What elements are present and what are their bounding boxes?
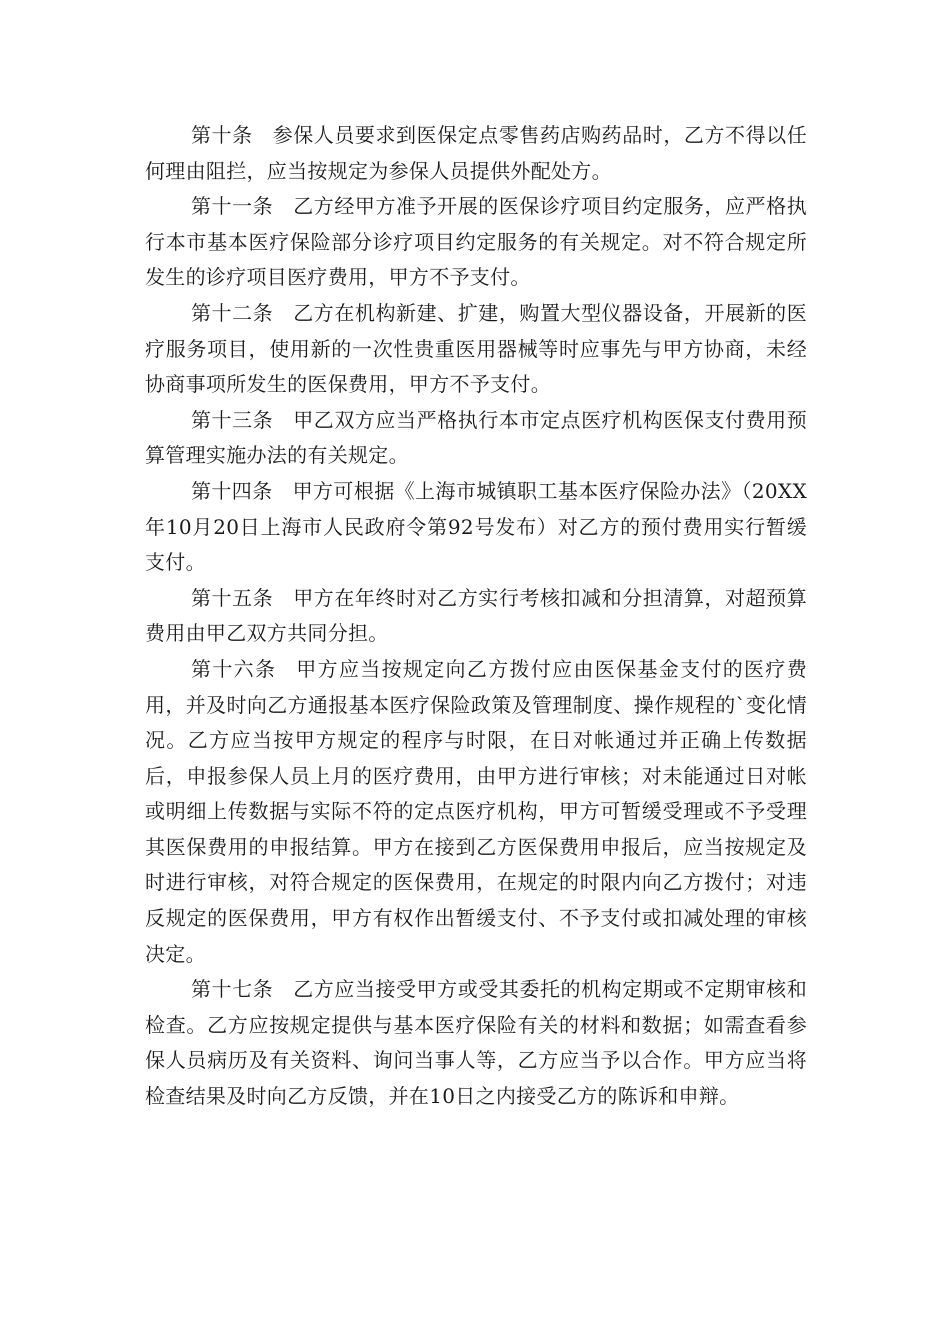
article-15 — [145, 581, 807, 652]
article-14 — [145, 474, 807, 581]
article-text: 甲方可根据《上海市城镇职工基本医疗保险办法》（20XX年10月20日上海市人民政府令第92号发布）对乙方的预付费用实行暂缓支付。 — [145, 478, 808, 575]
article-16 — [145, 652, 807, 972]
article-number: 第十条 — [191, 123, 253, 147]
article-17 — [145, 972, 807, 1114]
article-text: 甲乙双方应当严格执行本市定点医疗机构医保支付费用预算管理实施办法的有关规定。 — [145, 407, 808, 468]
article-11 — [145, 189, 807, 296]
article-number: 第十五条 — [191, 585, 274, 610]
article-text: 甲方应当按规定向乙方拨付应由医保基金支付的医疗费用，并及时向乙方通报基本医疗保险政策及管理制度、操作规程的`变化情况。乙方应当按甲方规定的程序与时限，在日对帐通过并正确上传数据后，申报参保人员上月的医疗费用，由甲方进行审核；对未能通过日对帐或明细上传数据与实际不符的定点医疗机构，甲方可暂缓受理或不予受理其医保费用的申报结算。甲方在接到乙方医保费用申报后，应当按规定及时进行审核，对符合规定的医保费用，在规定的时限内向乙方拨付；对违反规定的医保费用，甲方有权作出暂缓支付、不予支付或扣减处理的审核决定。 — [145, 656, 808, 966]
article-text: 参保人员要求到医保定点零售药店购药品时，乙方不得以任何理由阻拦，应当按规定为参保人员提供外配处方。 — [145, 123, 807, 183]
article-number: 第十一条 — [191, 194, 274, 219]
article-number: 第十三条 — [191, 407, 274, 432]
article-text: 乙方应当接受甲方或受其委托的机构定期或不定期审核和检查。乙方应按规定提供与基本医疗保险有关的材料和数据；如需查看参保人员病历及有关资料、询问当事人等，乙方应当予以合作。甲方应当将检查结果及时向乙方反馈，并在10日之内接受乙方的陈诉和申辩。 — [145, 977, 808, 1109]
article-number: 第十六条 — [191, 656, 277, 681]
article-10 — [145, 118, 807, 189]
document-body — [145, 118, 807, 1115]
article-text: 乙方经甲方准予开展的医保诊疗项目约定服务，应严格执行本市基本医疗保险部分诊疗项目约定服务的有关规定。对不符合规定所发生的诊疗项目医疗费用，甲方不予支付。 — [145, 194, 808, 290]
article-text: 甲方在年终时对乙方实行考核扣减和分担清算，对超预算费用由甲乙双方共同分担。 — [145, 585, 808, 646]
article-text: 乙方在机构新建、扩建，购置大型仪器设备，开展新的医疗服务项目，使用新的一次性贵重医用器械等时应事先与甲方协商，未经协商事项所发生的医保费用，甲方不予支付。 — [145, 300, 808, 397]
article-number: 第十七条 — [191, 977, 274, 1002]
article-12 — [145, 296, 807, 403]
article-13 — [145, 403, 807, 474]
article-number: 第十二条 — [191, 300, 274, 325]
article-number: 第十四条 — [191, 478, 273, 503]
